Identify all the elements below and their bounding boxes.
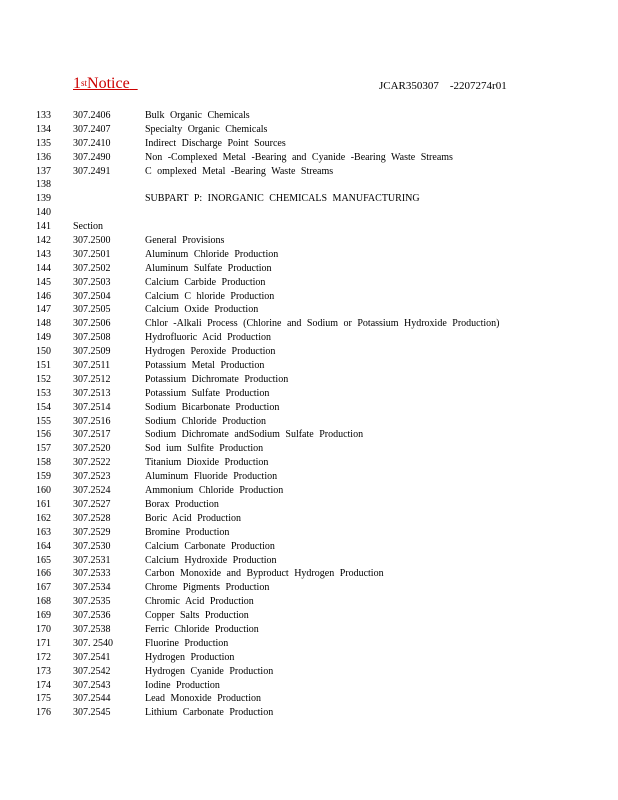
document-line bbox=[0, 151, 618, 165]
line-number: 172 bbox=[36, 651, 51, 663]
line-number: 138 bbox=[36, 179, 51, 191]
line-number: 174 bbox=[36, 679, 51, 691]
line-number: 166 bbox=[36, 568, 51, 580]
line-number: 157 bbox=[36, 443, 51, 455]
section-number: 307.2523 bbox=[73, 471, 111, 483]
section-title: Indirect Discharge Point Sources bbox=[145, 137, 286, 149]
line-number: 154 bbox=[36, 401, 51, 413]
document-line bbox=[0, 623, 618, 637]
document-line bbox=[0, 345, 618, 359]
line-number: 136 bbox=[36, 151, 51, 163]
line-number: 155 bbox=[36, 415, 51, 427]
document-line bbox=[0, 484, 618, 498]
document-line bbox=[0, 303, 618, 317]
document-line bbox=[0, 540, 618, 554]
document-line bbox=[0, 595, 618, 609]
document-line bbox=[0, 442, 618, 456]
line-number: 161 bbox=[36, 498, 51, 510]
section-number: 307.2543 bbox=[73, 679, 111, 691]
section-title: Potassium Metal Production bbox=[145, 360, 265, 372]
section-title: Ammonium Chloride Production bbox=[145, 485, 284, 497]
line-number: 139 bbox=[36, 193, 51, 205]
line-number: 156 bbox=[36, 429, 51, 441]
line-number: 150 bbox=[36, 346, 51, 358]
line-number: 140 bbox=[36, 207, 51, 219]
line-number: 142 bbox=[36, 235, 51, 247]
document-line bbox=[0, 512, 618, 526]
section-title: Ferric Chloride Production bbox=[145, 623, 259, 635]
section-number: 307.2522 bbox=[73, 457, 111, 469]
document-line bbox=[0, 178, 618, 192]
section-title: Bulk Organic Chemicals bbox=[145, 110, 250, 121]
section-title: Aluminum Fluoride Production bbox=[145, 471, 278, 483]
section-number: 307.2545 bbox=[73, 707, 111, 719]
section-number: 307.2508 bbox=[73, 332, 111, 344]
section-title: Copper Salts Production bbox=[145, 610, 249, 622]
section-title: Hydrogen Peroxide Production bbox=[145, 346, 276, 358]
section-number: 307.2530 bbox=[73, 540, 111, 552]
line-number: 153 bbox=[36, 387, 51, 399]
section-number: 307.2538 bbox=[73, 623, 111, 635]
line-number: 175 bbox=[36, 693, 51, 705]
page-header bbox=[0, 0, 618, 100]
line-number: 147 bbox=[36, 304, 51, 316]
section-number: 307.2509 bbox=[73, 346, 111, 358]
notice-label bbox=[73, 74, 138, 94]
document-line bbox=[0, 428, 618, 442]
document-line bbox=[0, 567, 618, 581]
line-number: 176 bbox=[36, 707, 51, 719]
line-number: 171 bbox=[36, 637, 51, 649]
line-number: 168 bbox=[36, 596, 51, 608]
document-line bbox=[0, 192, 618, 206]
section-title: Sodium Bicarbonate Production bbox=[145, 401, 280, 413]
section-number: 307.2502 bbox=[73, 262, 111, 274]
document-line bbox=[0, 470, 618, 484]
section-title: Iodine Production bbox=[145, 679, 220, 691]
section-number: 307.2529 bbox=[73, 526, 111, 538]
section-number: 307.2516 bbox=[73, 415, 111, 427]
section-number: 307.2517 bbox=[73, 429, 111, 441]
document-line bbox=[0, 165, 618, 179]
document-line bbox=[0, 234, 618, 248]
section-title: Hydrogen Cyanide Production bbox=[145, 665, 274, 677]
document-line bbox=[0, 456, 618, 470]
section-number: Section bbox=[73, 221, 103, 233]
document-line bbox=[0, 581, 618, 595]
line-number: 141 bbox=[36, 221, 51, 233]
document-line bbox=[0, 692, 618, 706]
document-line bbox=[0, 109, 618, 123]
document-line bbox=[0, 609, 618, 623]
notice-superscript: st bbox=[81, 78, 88, 88]
section-number: 307.2500 bbox=[73, 235, 111, 247]
section-number: 307.2513 bbox=[73, 387, 111, 399]
section-title: Carbon Monoxide and Byproduct Hydrogen Production bbox=[145, 568, 384, 580]
line-number: 134 bbox=[36, 123, 51, 135]
line-number: 169 bbox=[36, 610, 51, 622]
line-number: 148 bbox=[36, 318, 51, 330]
line-number: 167 bbox=[36, 582, 51, 594]
section-number: 307.2506 bbox=[73, 318, 111, 330]
document-line bbox=[0, 637, 618, 651]
section-number: 307.2520 bbox=[73, 443, 111, 455]
section-number: 307.2490 bbox=[73, 151, 111, 163]
line-number: 146 bbox=[36, 290, 51, 302]
section-number: 307.2505 bbox=[73, 304, 111, 316]
line-number: 173 bbox=[36, 665, 51, 677]
section-title: Hydrofluoric Acid Production bbox=[145, 332, 271, 344]
section-title: Aluminum Chloride Production bbox=[145, 248, 279, 260]
section-number: 307.2536 bbox=[73, 610, 111, 622]
line-number: 164 bbox=[36, 540, 51, 552]
section-title: Sodium Dichromate andSodium Sulfate Production bbox=[145, 429, 364, 441]
section-title: Potassium Sulfate Production bbox=[145, 387, 270, 399]
section-title: Lead Monoxide Production bbox=[145, 693, 261, 705]
section-number: 307.2528 bbox=[73, 512, 111, 524]
section-number: 307.2501 bbox=[73, 248, 111, 260]
document-line bbox=[0, 359, 618, 373]
section-number: 307.2541 bbox=[73, 651, 111, 663]
section-title: Titanium Dioxide Production bbox=[145, 457, 269, 469]
line-number: 145 bbox=[36, 276, 51, 288]
document-line bbox=[0, 665, 618, 679]
section-number: 307.2407 bbox=[73, 123, 111, 135]
line-number: 159 bbox=[36, 471, 51, 483]
section-title: Lithium Carbonate Production bbox=[145, 707, 274, 719]
document-line bbox=[0, 373, 618, 387]
line-number: 151 bbox=[36, 360, 51, 372]
section-title: SUBPART P: INORGANIC CHEMICALS MANUFACTURING bbox=[145, 193, 420, 205]
document-line bbox=[0, 137, 618, 151]
section-title: Calcium Carbonate Production bbox=[145, 540, 275, 552]
section-title: Potassium Dichromate Production bbox=[145, 373, 289, 385]
section-title: Chromic Acid Production bbox=[145, 596, 254, 608]
document-line bbox=[0, 290, 618, 304]
section-title: Hydrogen Production bbox=[145, 651, 235, 663]
document-line bbox=[0, 415, 618, 429]
section-title: Specialty Organic Chemicals bbox=[145, 123, 268, 135]
line-number: 165 bbox=[36, 554, 51, 566]
section-number: 307.2544 bbox=[73, 693, 111, 705]
document-line bbox=[0, 276, 618, 290]
section-title: Fluorine Production bbox=[145, 637, 229, 649]
section-number: 307.2531 bbox=[73, 554, 111, 566]
section-number: 307.2503 bbox=[73, 276, 111, 288]
section-title: Sod ium Sulfite Production bbox=[145, 443, 264, 455]
section-title: Calcium Hydroxide Production bbox=[145, 554, 277, 566]
section-number: 307.2410 bbox=[73, 137, 111, 149]
section-title: Chrome Pigments Production bbox=[145, 582, 270, 594]
document-line bbox=[0, 651, 618, 665]
document-line bbox=[0, 262, 618, 276]
section-number: 307.2491 bbox=[73, 165, 111, 177]
document-line bbox=[0, 331, 618, 345]
section-title: Borax Production bbox=[145, 498, 219, 510]
notice-number: 1 bbox=[73, 75, 81, 92]
document-line bbox=[0, 206, 618, 220]
section-title: Non -Complexed Metal -Bearing and Cyanide -Bearing Waste Streams bbox=[145, 151, 453, 163]
document-line bbox=[0, 679, 618, 693]
document-line bbox=[0, 123, 618, 137]
line-number: 135 bbox=[36, 137, 51, 149]
section-title: Chlor -Alkali Process (Chlorine and Sodium or Potassium Hydroxide Production) bbox=[145, 318, 500, 330]
document-line bbox=[0, 706, 618, 720]
section-number: 307. 2540 bbox=[73, 637, 113, 649]
section-title: Sodium Chloride Production bbox=[145, 415, 266, 427]
line-number: 149 bbox=[36, 332, 51, 344]
document-line bbox=[0, 401, 618, 415]
section-title: Calcium Carbide Production bbox=[145, 276, 266, 288]
section-number: 307.2534 bbox=[73, 582, 111, 594]
document-line bbox=[0, 526, 618, 540]
document-line bbox=[0, 498, 618, 512]
line-number: 160 bbox=[36, 485, 51, 497]
section-number: 307.2406 bbox=[73, 110, 111, 121]
section-title: Calcium Oxide Production bbox=[145, 304, 259, 316]
line-number: 163 bbox=[36, 526, 51, 538]
section-title: Aluminum Sulfate Production bbox=[145, 262, 272, 274]
document-line bbox=[0, 554, 618, 568]
section-number: 307.2527 bbox=[73, 498, 111, 510]
section-number: 307.2514 bbox=[73, 401, 111, 413]
section-title: General Provisions bbox=[145, 235, 225, 247]
section-number: 307.2533 bbox=[73, 568, 111, 580]
line-number: 137 bbox=[36, 165, 51, 177]
line-number: 162 bbox=[36, 512, 51, 524]
document-line bbox=[0, 248, 618, 262]
line-number: 144 bbox=[36, 262, 51, 274]
line-number: 143 bbox=[36, 248, 51, 260]
line-number: 152 bbox=[36, 373, 51, 385]
notice-text: Notice bbox=[87, 75, 130, 92]
line-number: 170 bbox=[36, 623, 51, 635]
section-number: 307.2542 bbox=[73, 665, 111, 677]
section-number: 307.2535 bbox=[73, 596, 111, 608]
section-title: Boric Acid Production bbox=[145, 512, 241, 524]
section-title: C omplexed Metal -Bearing Waste Streams bbox=[145, 165, 334, 177]
document-line bbox=[0, 220, 618, 234]
section-number: 307.2504 bbox=[73, 290, 111, 302]
document-body bbox=[0, 109, 618, 720]
line-number: 158 bbox=[36, 457, 51, 469]
document-id: JCAR350307 -2207274r01 bbox=[379, 80, 507, 92]
section-number: 307.2511 bbox=[73, 360, 111, 372]
line-number: 133 bbox=[36, 110, 51, 121]
section-number: 307.2512 bbox=[73, 373, 111, 385]
section-number: 307.2524 bbox=[73, 485, 111, 497]
section-title: Bromine Production bbox=[145, 526, 230, 538]
section-title: Calcium C hloride Production bbox=[145, 290, 275, 302]
document-line bbox=[0, 317, 618, 331]
document-line bbox=[0, 387, 618, 401]
